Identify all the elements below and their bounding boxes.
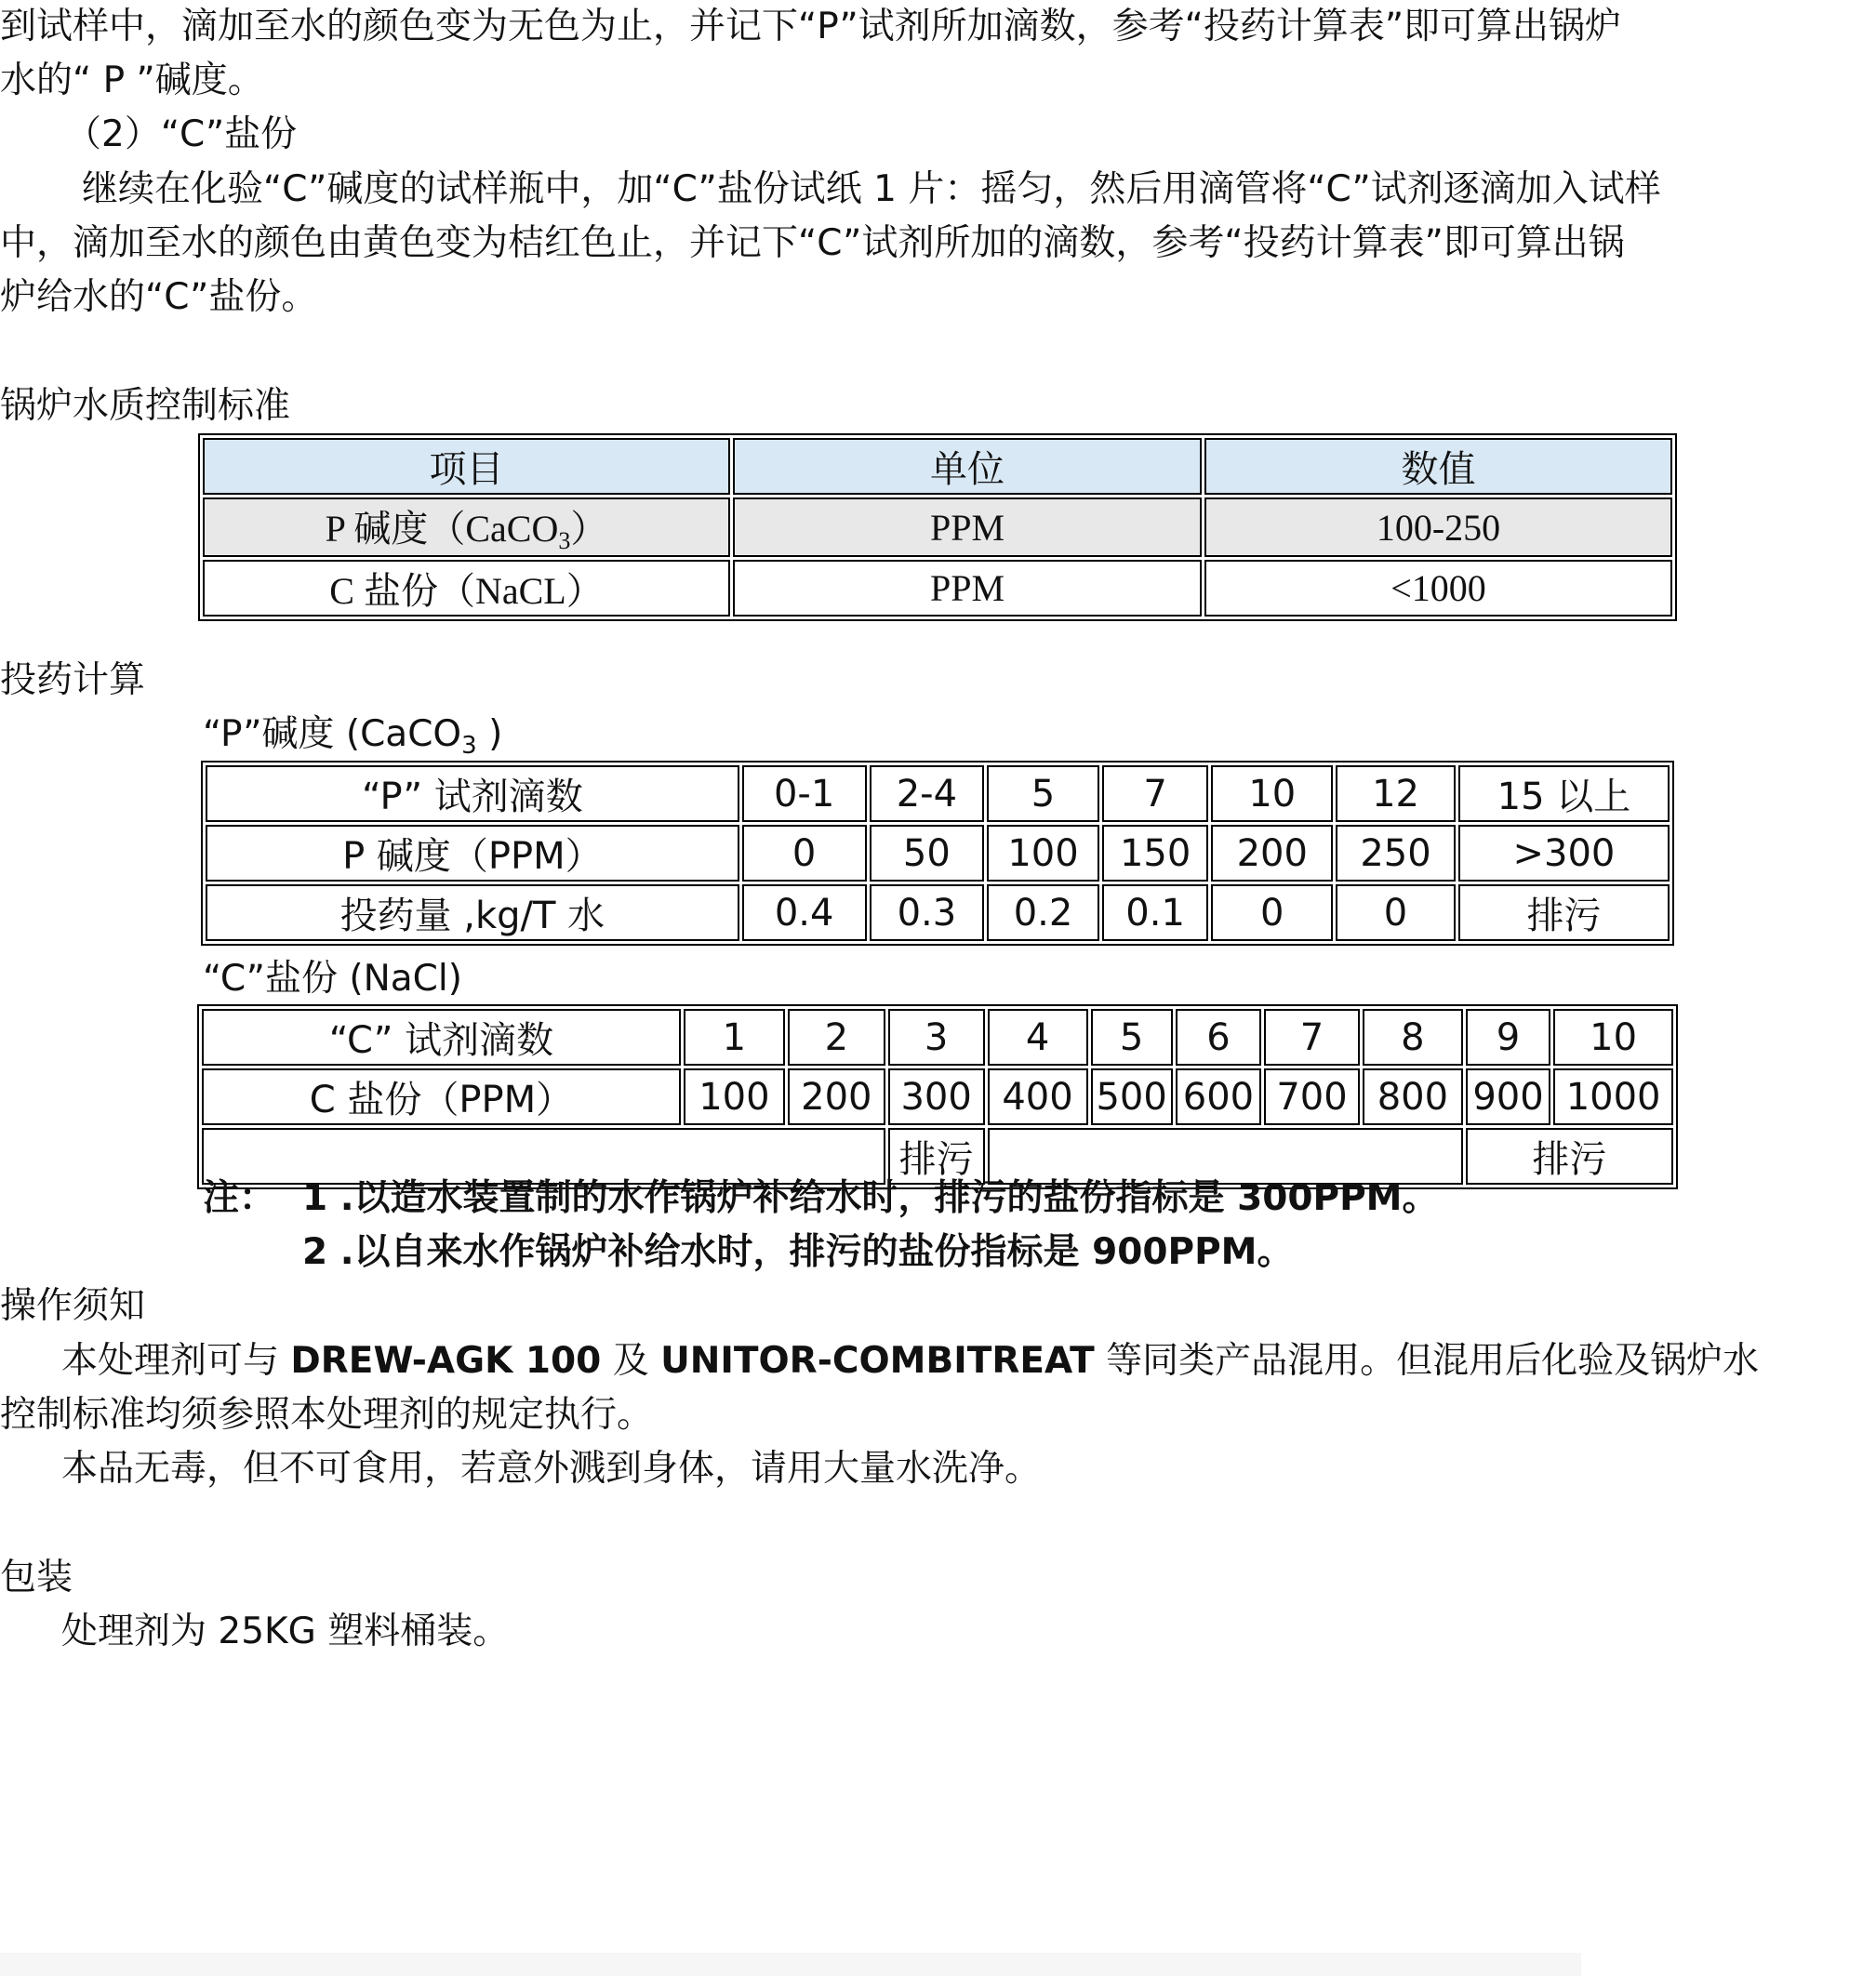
table-cell: 100: [987, 825, 1099, 882]
table-cell: 5: [987, 765, 1099, 822]
table-cell: 9: [1466, 1009, 1550, 1066]
p-dose-label: 投药量 ,kg/T 水: [206, 884, 739, 941]
packaging-line-1: 处理剂为 25KG 塑料桶装。: [61, 1611, 510, 1652]
c-salinity-heading: （2）“C”盐份: [65, 113, 298, 155]
table-cell: 10: [1211, 765, 1333, 822]
operation-line-3: 本品无毒，但不可食用，若意外溅到身体，请用大量水洗净。: [61, 1448, 1042, 1490]
table-cell: 15 以上: [1458, 765, 1670, 822]
table-cell: 50: [870, 825, 985, 882]
standards-title: 锅炉水质控制标准: [0, 385, 291, 427]
row-item: C 盐份（NaCL）: [203, 560, 730, 617]
table-cell: 0.1: [1102, 884, 1209, 941]
p-table-caption: “P”碱度 (CaCO$_3$ ): [203, 713, 503, 760]
table-cell: 2: [788, 1009, 885, 1066]
table-cell: 250: [1336, 825, 1456, 882]
table-cell: 100: [684, 1068, 785, 1125]
table-cell: 0.3: [870, 884, 985, 941]
table-cell: 300: [888, 1068, 985, 1125]
table-cell: 3: [888, 1009, 985, 1066]
table-cell: 200: [788, 1068, 885, 1125]
table-cell: 500: [1091, 1068, 1173, 1125]
c-paragraph-line-2: 中，滴加至水的颜色由黄色变为桔红色止，并记下“C”试剂所加的滴数，参考“投药计算表”即可算出锅: [0, 222, 1625, 264]
table-cell: 1: [684, 1009, 785, 1066]
table-cell: 200: [1211, 825, 1333, 882]
table-cell: 600: [1176, 1068, 1261, 1125]
c-drops-row: [202, 1009, 1673, 1066]
standards-header-row: [203, 438, 1672, 495]
table-cell: 0: [1336, 884, 1456, 941]
page-bottom-edge: [0, 1953, 1581, 1976]
c-salinity-table: [197, 1004, 1678, 1189]
table-cell: 2-4: [870, 765, 985, 822]
discharge-mark-900: 排污: [1466, 1128, 1673, 1185]
table-cell: 4: [988, 1009, 1088, 1066]
table-cell: 7: [1102, 765, 1209, 822]
intro-line-2: 水的“ P ”碱度。: [0, 60, 264, 101]
row-value: 100-250: [1204, 497, 1672, 557]
table-cell: 150: [1102, 825, 1209, 882]
row-unit: PPM: [733, 560, 1202, 617]
note-1: 1 .以造水装置制的水作锅炉补给水时，排污的盐份指标是 300PPM。: [302, 1177, 1439, 1219]
table-cell: 400: [988, 1068, 1088, 1125]
table-cell: 0: [742, 825, 867, 882]
table-row: [203, 497, 1672, 557]
table-cell: 8: [1363, 1009, 1463, 1066]
c-paragraph-line-3: 炉给水的“C”盐份。: [0, 276, 318, 318]
standards-table: [198, 433, 1677, 621]
c-drops-label: “C” 试剂滴数: [202, 1009, 681, 1066]
operation-title: 操作须知: [0, 1285, 146, 1327]
header-item: 项目: [203, 438, 730, 495]
table-cell: 12: [1336, 765, 1456, 822]
header-value: 数值: [1204, 438, 1672, 495]
c-ppm-row: [202, 1068, 1673, 1125]
table-cell: 900: [1466, 1068, 1550, 1125]
intro-line-1: 到试样中，滴加至水的颜色变为无色为止，并记下“P”试剂所加滴数，参考“投药计算表”即可算出锅炉: [0, 6, 1622, 47]
table-cell: 800: [1363, 1068, 1463, 1125]
table-row: [203, 560, 1672, 617]
table-cell: 7: [1264, 1009, 1360, 1066]
row-item: P 碱度（CaCO$_3$）: [203, 497, 730, 557]
table-cell: 排污: [1458, 884, 1670, 941]
table-cell: 0.2: [987, 884, 1099, 941]
note-label: 注：: [203, 1177, 276, 1219]
table-cell: 6: [1176, 1009, 1261, 1066]
dosage-title: 投药计算: [0, 659, 146, 701]
note-2: 2 .以自来水作锅炉补给水时，排污的盐份指标是 900PPM。: [302, 1231, 1294, 1273]
table-cell: 700: [1264, 1068, 1360, 1125]
c-ppm-label: C 盐份（PPM）: [202, 1068, 681, 1125]
header-unit: 单位: [733, 438, 1202, 495]
table-cell: 5: [1091, 1009, 1173, 1066]
p-ppm-row: [206, 825, 1670, 882]
packaging-title: 包装: [0, 1557, 73, 1598]
operation-line-2: 控制标准均须参照本处理剂的规定执行。: [0, 1394, 654, 1436]
p-ppm-label: P 碱度（PPM）: [206, 825, 739, 882]
c-table-caption: “C”盐份 (NaCl): [203, 958, 462, 1000]
discharge-mark-300: 排污: [888, 1128, 985, 1185]
row-unit: PPM: [733, 497, 1202, 557]
table-cell: 1000: [1553, 1068, 1673, 1125]
p-drops-row: [206, 765, 1670, 822]
table-cell: 10: [1553, 1009, 1673, 1066]
p-alkalinity-table: [201, 761, 1674, 946]
p-dose-row: [206, 884, 1670, 941]
p-drops-label: “P” 试剂滴数: [206, 765, 739, 822]
table-cell: >300: [1458, 825, 1670, 882]
table-cell: 0-1: [742, 765, 867, 822]
c-paragraph-line-1: 继续在化验“C”碱度的试样瓶中，加“C”盐份试纸 1 片：摇匀，然后用滴管将“C”试剂逐滴加入试样: [82, 168, 1661, 210]
row-value: <1000: [1204, 560, 1672, 617]
operation-line-1: 本处理剂可与 DREW-AGK 100 及 UNITOR-COMBITREAT 等同类产品混用。但混用后化验及锅炉水: [61, 1340, 1760, 1382]
table-cell: 0: [1211, 884, 1333, 941]
table-cell: 0.4: [742, 884, 867, 941]
